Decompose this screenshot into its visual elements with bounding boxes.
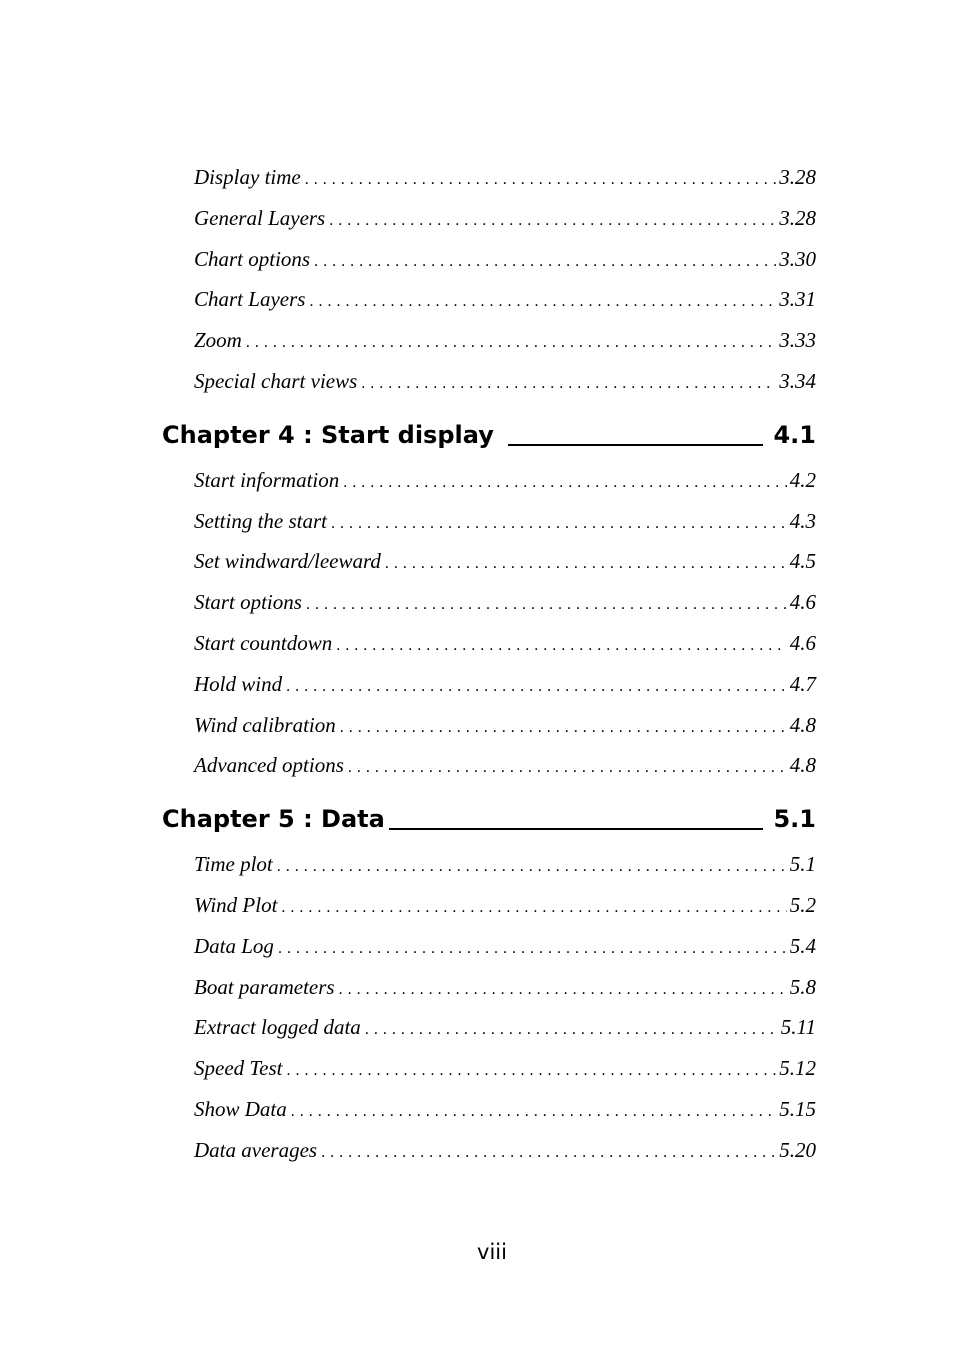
dot-leader xyxy=(286,1051,776,1092)
dot-leader xyxy=(286,667,787,708)
toc-entry-page: 4.5 xyxy=(789,549,816,574)
dot-leader xyxy=(365,1010,778,1051)
toc-entry-label: Special chart views xyxy=(194,368,358,393)
toc-entry-page: 5.20 xyxy=(779,1137,816,1162)
toc-entry-page: 5.2 xyxy=(789,892,816,917)
toc-entry-label: Chart options xyxy=(194,246,311,271)
dot-leader xyxy=(306,585,787,626)
toc-entry-label: Hold wind xyxy=(194,671,283,696)
toc-entry-page: 4.6 xyxy=(789,630,816,655)
chapter-title: Chapter 4 : Start display xyxy=(162,420,494,449)
dot-leader xyxy=(278,929,787,970)
dot-leader xyxy=(336,626,786,667)
toc-entry-label: Time plot xyxy=(194,852,273,877)
toc-entry-page: 3.28 xyxy=(779,165,816,189)
dot-leader xyxy=(305,160,777,201)
toc-entry-data-averages xyxy=(194,1130,816,1171)
toc-entry-chart-layers xyxy=(194,279,816,320)
toc-entry-label: Wind calibration xyxy=(194,712,336,737)
dot-leader xyxy=(281,888,786,929)
dot-leader xyxy=(329,201,776,242)
dot-leader xyxy=(339,970,787,1011)
toc-entry-zoom xyxy=(194,320,816,361)
chapter-rule xyxy=(508,444,764,446)
toc-entry-special-chart-views xyxy=(194,361,816,402)
toc-entry-page: 5.8 xyxy=(789,974,816,999)
toc-entry-label: Advanced options xyxy=(194,753,344,778)
chapter-heading-4 xyxy=(162,410,816,460)
dot-leader xyxy=(291,1092,776,1133)
chapter-page: 4.1 xyxy=(773,420,816,449)
toc-entry-page: 4.8 xyxy=(789,753,816,778)
toc-entry-label: Speed Test xyxy=(194,1056,283,1081)
toc-entry-label: Extract logged data xyxy=(194,1015,361,1040)
toc-entry-page: 5.12 xyxy=(779,1056,816,1081)
toc-entry-setting-the-start xyxy=(194,501,816,542)
toc-entry-label: Wind Plot xyxy=(194,892,278,917)
toc-entry-page: 4.8 xyxy=(789,712,816,737)
toc-entry-advanced-options xyxy=(194,745,816,786)
dot-leader xyxy=(321,1133,776,1174)
toc-entry-label: Show Data xyxy=(194,1096,287,1121)
toc-entry-page: 5.15 xyxy=(779,1096,816,1121)
toc-entry-label: Data averages xyxy=(194,1137,318,1162)
toc-entry-page: 4.6 xyxy=(789,590,816,615)
dot-leader xyxy=(361,364,776,405)
toc-entry-label: Start options xyxy=(194,590,302,615)
dot-leader xyxy=(340,708,787,749)
chapter-page: 5.1 xyxy=(773,805,816,834)
page-number: viii xyxy=(477,1240,507,1264)
dot-leader xyxy=(331,504,787,545)
toc-entry-label: Chart Layers xyxy=(194,287,306,312)
toc-entry-page: 3.31 xyxy=(779,287,816,312)
chapter-rule xyxy=(389,828,764,830)
toc-entry-time-plot xyxy=(194,844,816,885)
toc-entry-chart-options xyxy=(194,239,816,280)
toc-entry-label: Start information xyxy=(194,467,340,492)
dot-leader xyxy=(385,544,787,585)
toc-entry-page: 4.3 xyxy=(789,508,816,533)
toc-entry-extract-logged-data xyxy=(194,1007,816,1048)
toc-entry-page: 3.28 xyxy=(779,205,816,230)
toc-entry-start-information xyxy=(194,460,816,501)
toc-entry-general-layers xyxy=(194,198,816,239)
toc-entry-data-log xyxy=(194,926,816,967)
toc-entry-label: Start countdown xyxy=(194,630,333,655)
dot-leader xyxy=(343,463,786,504)
toc-entry-page: 3.30 xyxy=(779,246,816,271)
toc-entry-label: General Layers xyxy=(194,205,326,230)
dot-leader xyxy=(348,748,787,789)
toc-entry-display-time xyxy=(194,157,816,198)
toc-entry-page: 3.33 xyxy=(779,328,816,353)
chapter-title: Chapter 5 : Data xyxy=(162,805,385,834)
toc-entry-label: Display time xyxy=(194,165,301,189)
toc-entry-boat-parameters xyxy=(194,967,816,1008)
toc-entry-label: Boat parameters xyxy=(194,974,335,999)
toc-entry-page: 5.4 xyxy=(789,933,816,958)
toc-entry-hold-wind xyxy=(194,664,816,705)
chapter-heading-5 xyxy=(162,794,816,844)
toc-entry-set-windward-leeward xyxy=(194,541,816,582)
toc-entry-page: 4.2 xyxy=(789,467,816,492)
toc-entry-speed-test xyxy=(194,1048,816,1089)
dot-leader xyxy=(309,282,776,323)
dot-leader xyxy=(314,242,776,283)
toc-entry-page: 3.34 xyxy=(779,368,816,393)
toc-entry-page: 5.1 xyxy=(789,852,816,877)
table-of-contents xyxy=(162,157,816,1171)
toc-entry-label: Zoom xyxy=(194,328,242,353)
toc-entry-page: 5.11 xyxy=(780,1015,816,1040)
dot-leader xyxy=(246,323,776,364)
dot-leader xyxy=(277,847,787,888)
toc-entry-show-data xyxy=(194,1089,816,1130)
toc-entry-label: Data Log xyxy=(194,933,274,958)
toc-entry-label: Set windward/leeward xyxy=(194,549,381,574)
toc-entry-wind-plot xyxy=(194,885,816,926)
toc-entry-page: 4.7 xyxy=(789,671,816,696)
toc-entry-wind-calibration xyxy=(194,705,816,746)
toc-entry-start-countdown xyxy=(194,623,816,664)
toc-entry-start-options xyxy=(194,582,816,623)
toc-entry-label: Setting the start xyxy=(194,508,327,533)
